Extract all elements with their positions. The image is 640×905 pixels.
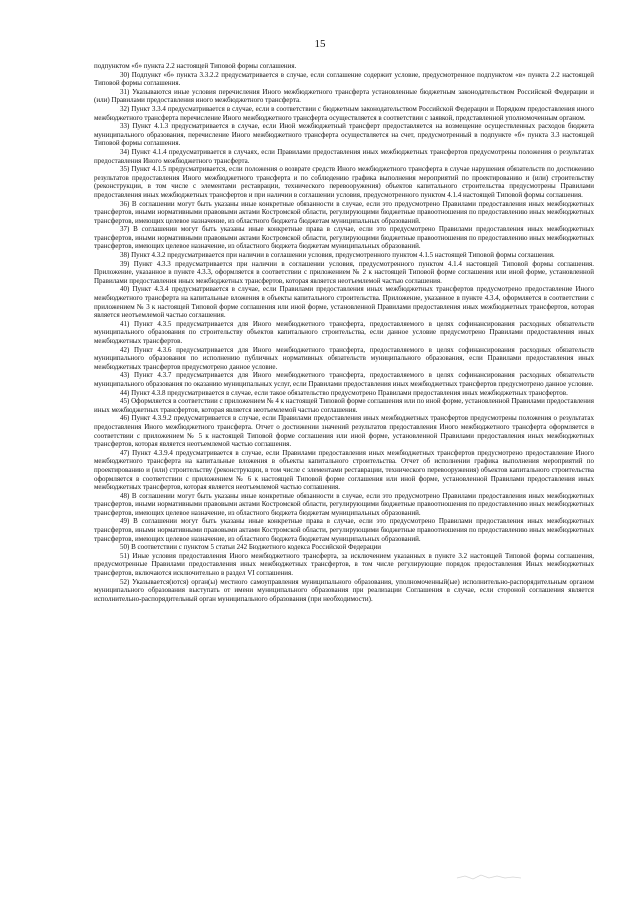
- paragraph: 30) Подпункт «б» пункта 3.3.2.2 предусматривается в случае, если соглашение содержит условие, предусмотренное подпунктом «в» пункта 2.2 настоящей Типовой формы соглашения.: [94, 70, 594, 88]
- paragraph: 39) Пункт 4.3.3 предусматривается при наличии в соглашении условия, предусмотренного пунктом 4.1.4 настоящей Типовой формы соглашения. Приложение, указанное в пункте 4.3.3, оформляется в соответствии с приложением № 2 к настоящей Типовой форме соглашения или иной форме, установленной Правилами предоставления иных межбюджетных трансфертов, которая является неотъемлемой частью соглашения.: [94, 259, 594, 285]
- paragraph: 37) В соглашении могут быть указаны иные конкретные права в случае, если это предусмотрено Правилами предоставления иных межбюджетных трансфертов, иными нормативными правовыми актами Костромской области, регулирующими бюджетные правоотношения по предоставлению иных межбюджетных трансфертов, имеющих целевое назначение, из областного бюджета бюджетам муниципальных образований.: [94, 225, 594, 251]
- scan-mark: [455, 872, 525, 882]
- paragraph: 48) В соглашении могут быть указаны иные конкретные обязанности в случае, если это предусмотрено Правилами предоставления иных межбюджетных трансфертов, иными нормативными правовыми актами Костромской области, регулирующими бюджетные правоотношения по предоставлению иных межбюджетных трансфертов, имеющих целевое назначение, из областного бюджета бюджетам муниципальных образований.: [94, 491, 594, 517]
- paragraph: 33) Пункт 4.1.3 предусматривается в случае, если Иной межбюджетный трансферт предоставляется на возмещение осуществленных расходов бюджета муниципального образования, перечисление Иного межбюджетного трансферта осуществляется на счет, предусмотренный в подпункте «б» пункта 3.3 настоящей Типовой формы соглашения.: [94, 122, 594, 148]
- paragraph: 32) Пункт 3.3.4 предусматривается в случае, если в соответствии с бюджетным законодательством Российской Федерации и Порядком предоставления иного межбюджетного трансферта перечисление Иного межбюджетного трансферта осуществляется в соответствии с заявкой, представленной уполномоченным органом.: [94, 104, 594, 122]
- paragraph: 38) Пункт 4.3.2 предусматривается при наличии в соглашении условия, предусмотренного пунктом 4.1.5 настоящей Типовой формы соглашения.: [120, 251, 555, 260]
- paragraph: 40) Пункт 4.3.4 предусматривается в случае, если Правилами предоставления иных межбюджетных трансфертов предусмотрено предоставление Иного межбюджетного трансферта на капитальные вложения в объекты капитального строительства. Приложение, указанное в пункте 4.3.4, оформляется в соответствии с приложением № 3 к настоящей Типовой форме соглашения или иной форме, установленной Правилами предоставления иных межбюджетных трансфертов, которая является неотъемлемой частью соглашения.: [94, 285, 594, 320]
- paragraph: 43) Пункт 4.3.7 предусматривается для Иного межбюджетного трансферта, предоставляемого в целях софинансирования расходных обязательств муниципального образования по оказанию муниципальных услуг, если Правилами предоставления иных межбюджетных трансфертов предусмотрено данное условие.: [94, 371, 594, 388]
- paragraph: 36) В соглашении могут быть указаны иные конкретные обязанности в случае, если это предусмотрено Правилами предоставления иных межбюджетных трансфертов, иными нормативными правовыми актами Костромской области, регулирующими бюджетные правоотношения по предоставлению иных межбюджетных трансфертов, имеющих целевое назначение, из областного бюджета бюджетам муниципальных образований.: [94, 199, 594, 225]
- paragraph: 41) Пункт 4.3.5 предусматривается для Иного межбюджетного трансферта, предоставляемого в целях софинансирования расходных обязательств муниципального образования по строительству объектов капитального строительства, если данное условие предусмотрено Правилами предоставления иных межбюджетных трансфертов.: [94, 319, 594, 345]
- paragraph: 52) Указывается(ются) орган(ы) местного самоуправления муниципального образования, уполномоченный(ые) исполнительно-распорядительным органом муниципального образования выступать от имени муниципального образования при реализации Соглашения в случае, если стороной соглашения является исполнительно-распорядительный орган муниципального образования (при необходимости).: [94, 577, 594, 603]
- document-body: [94, 62, 594, 603]
- paragraph: 44) Пункт 4.3.8 предусматривается в случае, если такое обязательство предусмотрено Правилами предоставления иных межбюджетных трансфертов.: [120, 388, 568, 397]
- paragraph: 51) Иные условия предоставления Иного межбюджетного трансферта, за исключением указанных в пункте 3.2 настоящей Типовой формы соглашения, предусмотренные Правилами предоставления иных межбюджетных трансфертов, в том числе регулирующие порядок предоставления Иных межбюджетных трансфертов, включаются исключительно в раздел VI соглашения.: [94, 551, 594, 578]
- page-number: 15: [314, 38, 326, 50]
- paragraph: 46) Пункт 4.3.9.2 предусматривается в случае, если Правилами предоставления иных межбюджетных трансфертов предусмотрены положения о результатах предоставления Иного межбюджетного трансферта. Отчет о достижении значений результатов предоставления Иного межбюджетного трансферта оформляется в соответствии с приложением № 5 к настоящей Типовой форме соглашения или иной форме, установленной Правилами предоставления иных межбюджетных трансфертов, которая является неотъемлемой частью соглашения.: [94, 414, 594, 449]
- paragraph: 42) Пункт 4.3.6 предусматривается для Иного межбюджетного трансферта, предоставляемого в целях софинансирования расходных обязательств муниципального образования по исполнению публичных нормативных обязательств муниципального образования, если Правилами предоставления иных межбюджетных трансфертов предусмотрено данное условие.: [94, 345, 594, 371]
- paragraph: 35) Пункт 4.1.5 предусматривается, если положения о возврате средств Иного межбюджетного трансферта в случае нарушения обязательств по достижению результатов предоставления Иного межбюджетного трансферта и по соблюдению графика выполнения мероприятий по проектированию и (или) строительству (реконструкции, в том числе с элементами реставрации, технического перевооружения) объектов капитального строительства предусмотрены Правилами предоставления иных межбюджетных трансфертов и при наличии в соглашении условия, предусмотренного пунктом 4.1.4 настоящей Типовой формы соглашения.: [94, 165, 594, 199]
- paragraph: 49) В соглашении могут быть указаны иные конкретные права в случае, если это предусмотрено Правилами предоставления иных межбюджетных трансфертов, иными нормативными правовыми актами Костромской области, регулирующими бюджетные правоотношения по предоставлению иных межбюджетных трансфертов, имеющих целевое назначение, из областного бюджета бюджетам муниципальных образований.: [94, 517, 594, 543]
- paragraph: 31) Указываются иные условия перечисления Иного межбюджетного трансферта установленные бюджетным законодательством Российской Федерации и (или) Правилами предоставления иного межбюджетного трансферта.: [94, 87, 594, 105]
- paragraph: 50) В соответствии с пунктом 5 статьи 242 Бюджетного кодекса Российской Федерации: [120, 543, 382, 552]
- paragraph: подпунктом «б» пункта 2.2 настоящей Типовой формы соглашения.: [94, 62, 297, 70]
- paragraph: 45) Оформляется в соответствии с приложением № 4 к настоящей Типовой форме соглашения или по иной форме, установленной Правилами предоставления иных межбюджетных трансфертов, которая является неотъемлемой частью соглашения.: [94, 397, 594, 414]
- paragraph: 34) Пункт 4.1.4 предусматривается в случаях, если Правилами предоставления иных межбюджетных трансфертов предусмотрены положения о результатах предоставления Иного межбюджетного трансферта.: [94, 147, 594, 165]
- paragraph: 47) Пункт 4.3.9.4 предусматривается в случае, если Правилами предоставления иных межбюджетных трансфертов предусмотрено предоставление Иного межбюджетного трансферта на капитальные вложения в объекты капитального строительства. Отчет об исполнении графика выполнения мероприятий по проектированию и (или) строительству (реконструкции, в том числе с элементами реставрации, технического перевооружения) объектов капитального строительства оформляется в соответствии с приложением № 6 к настоящей Типовой форме соглашения или иной форме, установленной Правилами предоставления иных межбюджетных трансфертов, которая является неотъемлемой частью соглашения.: [94, 448, 594, 492]
